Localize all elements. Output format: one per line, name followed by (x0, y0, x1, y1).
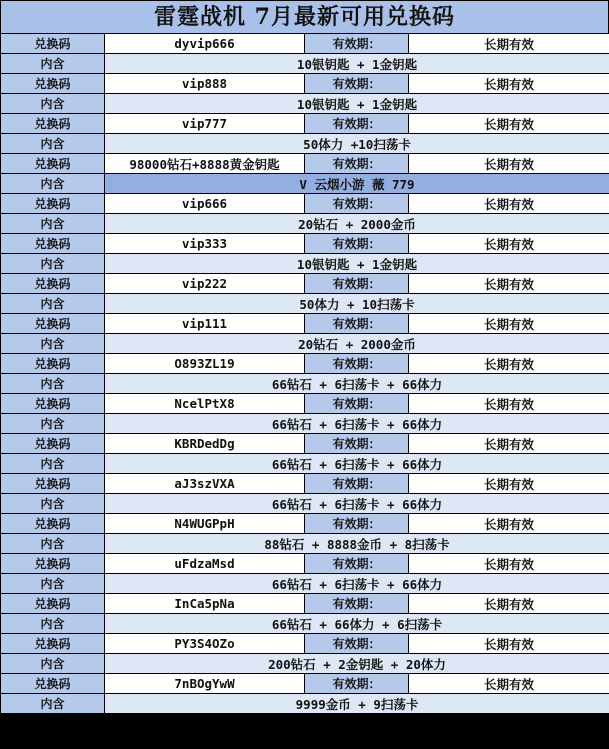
contains-label: 内含 (1, 694, 105, 714)
reward-contents: 66钻石 + 6扫荡卡 + 66体力 (105, 374, 609, 394)
code-value[interactable]: 7nBOgYwW (105, 674, 305, 694)
reward-contents: 10银钥匙 + 1金钥匙 (105, 254, 609, 274)
validity-label: 有效期： (305, 634, 409, 654)
validity-label: 有效期： (305, 274, 409, 294)
reward-contents: 10银钥匙 + 1金钥匙 (105, 54, 609, 74)
contents-row (1, 654, 609, 674)
validity-value: 长期有效 (409, 74, 609, 94)
code-value[interactable]: NcelPtX8 (105, 394, 305, 414)
contents-row (1, 174, 609, 194)
contains-label: 内含 (1, 134, 105, 154)
validity-value: 长期有效 (409, 234, 609, 254)
code-row (1, 234, 609, 254)
code-value[interactable]: uFdzaMsd (105, 554, 305, 574)
validity-value: 长期有效 (409, 394, 609, 414)
code-label: 兑换码 (1, 554, 105, 574)
contents-row (1, 294, 609, 314)
code-value[interactable]: O893ZL19 (105, 354, 305, 374)
code-row (1, 474, 609, 494)
code-label: 兑换码 (1, 634, 105, 654)
contains-label: 内含 (1, 254, 105, 274)
code-value[interactable]: vip333 (105, 234, 305, 254)
contents-row (1, 614, 609, 634)
validity-value: 长期有效 (409, 274, 609, 294)
validity-label: 有效期： (305, 154, 409, 174)
validity-value: 长期有效 (409, 674, 609, 694)
code-value[interactable]: InCa5pNa (105, 594, 305, 614)
code-row (1, 594, 609, 614)
code-value[interactable]: KBRDedDg (105, 434, 305, 454)
validity-label: 有效期： (305, 194, 409, 214)
validity-label: 有效期： (305, 474, 409, 494)
contents-row (1, 94, 609, 114)
code-label: 兑换码 (1, 434, 105, 454)
contents-row (1, 534, 609, 554)
contains-label: 内含 (1, 494, 105, 514)
code-row (1, 154, 609, 174)
code-row (1, 554, 609, 574)
reward-contents: 50体力 + 10扫荡卡 (105, 294, 609, 314)
code-row (1, 354, 609, 374)
validity-value: 长期有效 (409, 154, 609, 174)
validity-label: 有效期： (305, 354, 409, 374)
validity-label: 有效期： (305, 594, 409, 614)
contents-row (1, 414, 609, 434)
contents-row (1, 694, 609, 714)
code-value[interactable]: PY3S4OZo (105, 634, 305, 654)
code-row (1, 634, 609, 654)
validity-value: 长期有效 (409, 474, 609, 494)
validity-value: 长期有效 (409, 114, 609, 134)
code-row (1, 114, 609, 134)
code-value[interactable]: dyvip666 (105, 34, 305, 54)
contents-row (1, 494, 609, 514)
validity-value: 长期有效 (409, 514, 609, 534)
contains-label: 内含 (1, 454, 105, 474)
reward-contents: 66钻石 + 6扫荡卡 + 66体力 (105, 574, 609, 594)
contains-label: 内含 (1, 654, 105, 674)
validity-label: 有效期： (305, 74, 409, 94)
reward-contents: 66钻石 + 6扫荡卡 + 66体力 (105, 494, 609, 514)
code-row (1, 514, 609, 534)
contains-label: 内含 (1, 614, 105, 634)
contains-label: 内含 (1, 374, 105, 394)
validity-value: 长期有效 (409, 634, 609, 654)
contents-row (1, 334, 609, 354)
contents-row (1, 214, 609, 234)
code-label: 兑换码 (1, 74, 105, 94)
code-value[interactable]: N4WUGPpH (105, 514, 305, 534)
code-label: 兑换码 (1, 194, 105, 214)
validity-label: 有效期： (305, 234, 409, 254)
reward-contents: 20钻石 + 2000金币 (105, 334, 609, 354)
code-value[interactable]: vip666 (105, 194, 305, 214)
validity-label: 有效期： (305, 394, 409, 414)
code-value[interactable]: vip777 (105, 114, 305, 134)
reward-contents: 88钻石 + 8888金币 + 8扫荡卡 (105, 534, 609, 554)
reward-contents: 50体力 +10扫荡卡 (105, 134, 609, 154)
contains-label: 内含 (1, 94, 105, 114)
reward-contents: 66钻石 + 6扫荡卡 + 66体力 (105, 414, 609, 434)
validity-value: 长期有效 (409, 434, 609, 454)
validity-value: 长期有效 (409, 554, 609, 574)
code-value[interactable]: vip222 (105, 274, 305, 294)
code-label: 兑换码 (1, 354, 105, 374)
code-row (1, 74, 609, 94)
code-label: 兑换码 (1, 154, 105, 174)
code-table (0, 33, 609, 714)
reward-contents: 200钻石 + 2金钥匙 + 20体力 (105, 654, 609, 674)
contains-label: 内含 (1, 174, 105, 194)
contents-row (1, 54, 609, 74)
code-label: 兑换码 (1, 34, 105, 54)
validity-label: 有效期： (305, 114, 409, 134)
reward-contents: 66钻石 + 6扫荡卡 + 66体力 (105, 454, 609, 474)
contents-row (1, 134, 609, 154)
contents-row (1, 374, 609, 394)
code-label: 兑换码 (1, 234, 105, 254)
contains-label: 内含 (1, 534, 105, 554)
code-row (1, 394, 609, 414)
validity-label: 有效期： (305, 554, 409, 574)
contains-label: 内含 (1, 414, 105, 434)
reward-contents: 66钻石 + 66体力 + 6扫荡卡 (105, 614, 609, 634)
code-row (1, 274, 609, 294)
reward-contents: V 云烟小游 薇 779 (105, 174, 609, 194)
validity-label: 有效期： (305, 34, 409, 54)
reward-contents: 20钻石 + 2000金币 (105, 214, 609, 234)
reward-contents: 9999金币 + 9扫荡卡 (105, 694, 609, 714)
code-label: 兑换码 (1, 394, 105, 414)
contents-row (1, 254, 609, 274)
code-label: 兑换码 (1, 274, 105, 294)
code-value[interactable]: 98000钻石+8888黄金钥匙 (105, 154, 305, 174)
code-row (1, 674, 609, 694)
code-row (1, 34, 609, 54)
code-row (1, 434, 609, 454)
validity-label: 有效期： (305, 314, 409, 334)
page-title: 雷霆战机 7月最新可用兑换码 (0, 0, 609, 34)
validity-value: 长期有效 (409, 194, 609, 214)
code-label: 兑换码 (1, 314, 105, 334)
code-label: 兑换码 (1, 114, 105, 134)
code-label: 兑换码 (1, 514, 105, 534)
reward-contents: 10银钥匙 + 1金钥匙 (105, 94, 609, 114)
code-row (1, 314, 609, 334)
code-row (1, 194, 609, 214)
code-label: 兑换码 (1, 594, 105, 614)
contents-row (1, 454, 609, 474)
contains-label: 内含 (1, 214, 105, 234)
code-label: 兑换码 (1, 474, 105, 494)
validity-value: 长期有效 (409, 314, 609, 334)
validity-value: 长期有效 (409, 594, 609, 614)
validity-label: 有效期： (305, 674, 409, 694)
contents-row (1, 574, 609, 594)
validity-value: 长期有效 (409, 354, 609, 374)
contains-label: 内含 (1, 54, 105, 74)
validity-label: 有效期： (305, 434, 409, 454)
contains-label: 内含 (1, 574, 105, 594)
code-value[interactable]: aJ3szVXA (105, 474, 305, 494)
code-label: 兑换码 (1, 674, 105, 694)
validity-value: 长期有效 (409, 34, 609, 54)
code-value[interactable]: vip888 (105, 74, 305, 94)
contains-label: 内含 (1, 334, 105, 354)
code-value[interactable]: vip111 (105, 314, 305, 334)
contains-label: 内含 (1, 294, 105, 314)
validity-label: 有效期： (305, 514, 409, 534)
